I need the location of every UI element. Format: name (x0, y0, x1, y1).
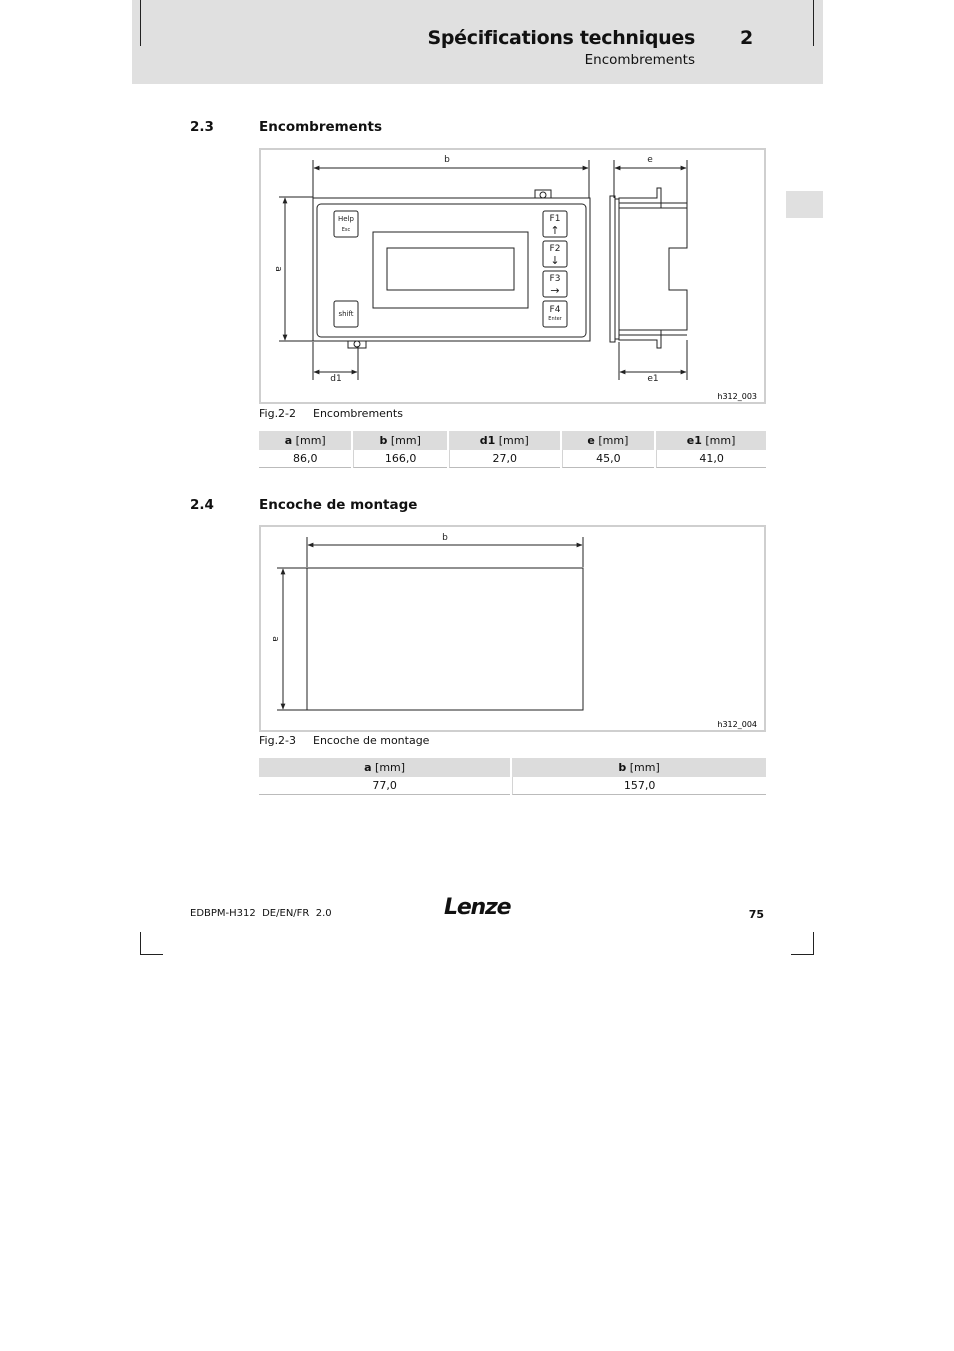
crop-mark (140, 0, 141, 46)
figure-number: Fig.2-2 (259, 407, 297, 420)
dim-label-e: e (647, 155, 653, 165)
key-f3-label: F3 (549, 274, 561, 284)
section-title: Encoche de montage (259, 497, 418, 513)
arrow-up-icon: ↑ (550, 224, 560, 237)
table-row (259, 777, 766, 795)
dim-label-e1: e1 (647, 374, 659, 384)
table-header: e [mm] (562, 431, 655, 450)
table-header: a [mm] (259, 758, 510, 777)
section-number: 2.4 (190, 497, 214, 513)
table-cell: 45,0 (562, 450, 655, 468)
key-esc-label: Esc (341, 227, 351, 233)
crop-mark (813, 0, 814, 46)
table-cell: 166,0 (353, 450, 446, 468)
cutout-table (257, 758, 768, 795)
key-enter-label: Enter (548, 316, 562, 322)
table-header: b [mm] (353, 431, 446, 450)
table-cell: 77,0 (259, 777, 510, 795)
section-number: 2.3 (190, 119, 214, 135)
crop-mark (791, 954, 814, 955)
drawing-code: h312_003 (717, 392, 757, 401)
dimensions-table (257, 431, 768, 468)
figure-caption: Encoche de montage (313, 734, 430, 747)
page-number: 75 (748, 908, 764, 921)
table-header: d1 [mm] (449, 431, 560, 450)
table-cell: 27,0 (449, 450, 560, 468)
chapter-number: 2 (740, 27, 754, 49)
section-title: Encombrements (259, 119, 382, 135)
dim-label-b: b (442, 533, 448, 543)
table-header: a [mm] (259, 431, 351, 450)
dim-label-a: a (273, 266, 283, 272)
table-row (259, 450, 766, 468)
key-f2-label: F2 (549, 244, 561, 254)
table-header: e1 [mm] (656, 431, 766, 450)
drawing-code: h312_004 (717, 720, 757, 729)
table-cell: 86,0 (259, 450, 351, 468)
cutout-drawing (261, 527, 764, 730)
page-subtitle: Encombrements (584, 52, 695, 68)
crop-mark (813, 932, 814, 955)
figure-encombrements (259, 148, 766, 404)
dimension-drawing (261, 150, 764, 402)
document-id: EDBPM-H312 DE/EN/FR 2.0 (190, 908, 332, 919)
key-f1-label: F1 (549, 214, 561, 224)
lenze-logo: Lenze (444, 895, 511, 920)
key-shift-label: shift (338, 310, 354, 318)
key-f4-label: F4 (549, 305, 561, 315)
arrow-down-icon: ↓ (550, 254, 560, 267)
figure-encoche (259, 525, 766, 732)
dim-label-a: a (270, 636, 280, 642)
table-cell: 157,0 (512, 777, 766, 795)
crop-mark (140, 932, 141, 955)
page-title: Spécifications techniques (427, 27, 695, 49)
crop-mark (140, 954, 163, 955)
key-help-label: Help (338, 215, 354, 223)
table-header: b [mm] (512, 758, 766, 777)
dim-label-d1: d1 (330, 374, 342, 384)
figure-number: Fig.2-3 (259, 734, 297, 747)
table-cell: 41,0 (656, 450, 766, 468)
chapter-tab (786, 191, 823, 218)
arrow-right-icon: → (550, 284, 560, 297)
dim-label-b: b (444, 155, 450, 165)
figure-caption: Encombrements (313, 407, 403, 420)
